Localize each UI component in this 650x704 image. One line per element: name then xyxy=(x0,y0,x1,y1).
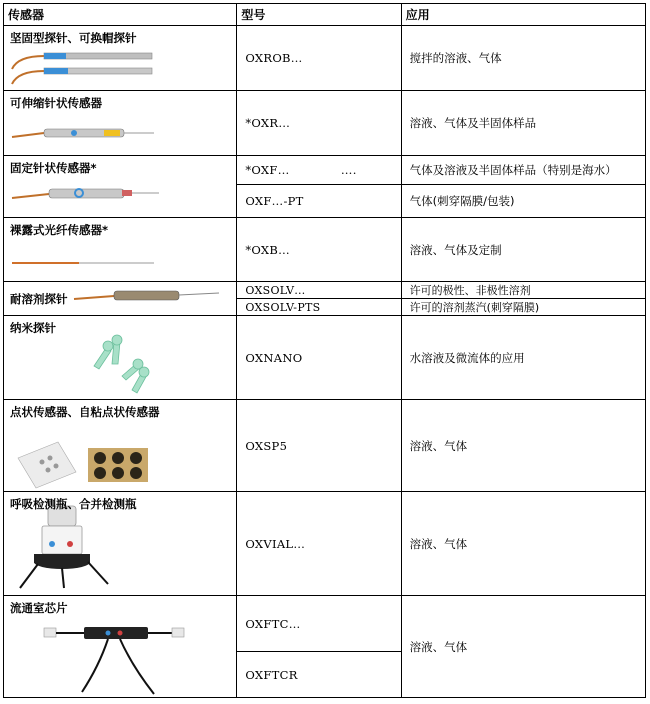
application-cell: 溶液、气体 xyxy=(401,400,645,492)
model-cell: OXVIAL… xyxy=(237,492,401,596)
table-row xyxy=(4,218,646,282)
model-cell: *OXR… xyxy=(237,91,401,156)
application-cell: 溶液、气体 xyxy=(401,596,645,698)
sensor-cell xyxy=(4,492,237,596)
table-row xyxy=(4,91,646,156)
table-row xyxy=(4,596,646,652)
table-row xyxy=(4,316,646,400)
application-cell: 水溶液及微流体的应用 xyxy=(401,316,645,400)
sensor-name: 点状传感器、自粘点状传感器 xyxy=(10,405,160,419)
application-cell: 许可的极性、非极性溶剂 xyxy=(401,282,645,299)
table-row xyxy=(4,26,646,91)
table-row xyxy=(4,282,646,299)
model-cell: OXNANO xyxy=(237,316,401,400)
sensor-name: 可伸缩针状传感器 xyxy=(10,96,102,110)
sensor-cell xyxy=(4,400,237,492)
application-cell: 许可的溶剂蒸汽(刺穿隔膜) xyxy=(401,299,645,316)
application-cell: 溶液、气体及定制 xyxy=(401,218,645,282)
header-sensor: 传感器 xyxy=(4,4,237,26)
sensor-name: 纳米探针 xyxy=(10,321,56,335)
model-cell: OXF…-PT xyxy=(237,185,401,218)
sensor-cell xyxy=(4,282,237,316)
header-application: 应用 xyxy=(401,4,645,26)
application-cell: 搅拌的溶液、气体 xyxy=(401,26,645,91)
model-cell: *OXB… xyxy=(237,218,401,282)
sensor-cell xyxy=(4,316,237,400)
header-model: 型号 xyxy=(237,4,401,26)
sensor-table xyxy=(3,3,646,698)
sensor-cell xyxy=(4,26,237,91)
application-cell: 溶液、气体 xyxy=(401,492,645,596)
model-cell: OXFTCR xyxy=(237,652,401,698)
sensor-cell xyxy=(4,156,237,218)
header-row xyxy=(4,4,646,26)
application-cell: 溶液、气体及半固体样品 xyxy=(401,91,645,156)
model-cell: *OXF… …. xyxy=(237,156,401,185)
application-cell: 气体(刺穿隔膜/包装) xyxy=(401,185,645,218)
sensor-name: 固定针状传感器* xyxy=(10,161,97,175)
model-cell: OXSOLV-PTS xyxy=(237,299,401,316)
table-row xyxy=(4,156,646,185)
sensor-name: 坚固型探针、可换帽探针 xyxy=(10,31,137,45)
model-cell: OXROB… xyxy=(237,26,401,91)
sensor-cell xyxy=(4,91,237,156)
model-cell: OXFTC… xyxy=(237,596,401,652)
sensor-cell xyxy=(4,218,237,282)
sensor-cell xyxy=(4,596,237,698)
application-cell: 气体及溶液及半固体样品（特别是海水） xyxy=(401,156,645,185)
table-row xyxy=(4,400,646,492)
model-cell: OXSP5 xyxy=(237,400,401,492)
sensor-name: 呼吸检测瓶、合并检测瓶 xyxy=(10,497,137,511)
model-cell: OXSOLV… xyxy=(237,282,401,299)
sensor-name: 流通室芯片 xyxy=(10,601,68,615)
sensor-name: 耐溶剂探针 xyxy=(10,292,68,306)
sensor-name: 裸露式光纤传感器* xyxy=(10,223,109,237)
table-row xyxy=(4,492,646,596)
